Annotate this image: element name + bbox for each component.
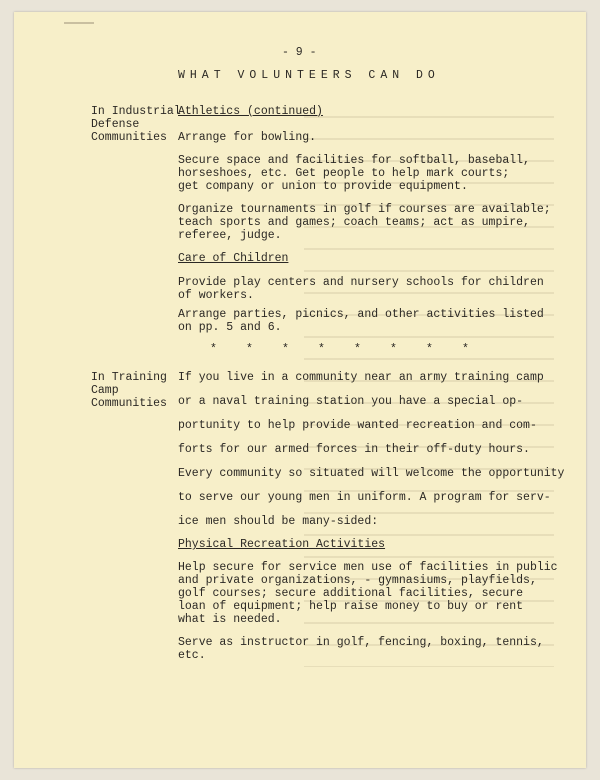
s2-intro-line6: to serve our young men in uniform. A program for serv-	[178, 491, 551, 504]
separator-star: *	[426, 343, 433, 356]
physical-recreation-heading	[178, 538, 385, 551]
physical-recreation-heading-text: Physical Recreation Activities	[178, 538, 386, 551]
s2-para3-line1: Serve as instructor in golf, fencing, boxing, tennis,	[178, 636, 544, 649]
page-title: WHAT VOLUNTEERS CAN DO	[178, 69, 440, 82]
section2-label-line1: In Training	[91, 371, 167, 384]
page-number: - 9 -	[282, 46, 317, 59]
separator-star: *	[282, 343, 289, 356]
s2-para2-line1: Help secure for service men use of facilities in public	[178, 561, 558, 574]
s2-intro-line3: portunity to help provide wanted recreation and com-	[178, 419, 537, 432]
athletics-heading-text: Athletics (continued)	[178, 105, 323, 118]
s2-intro-line2: or a naval training station you have a special op-	[178, 395, 524, 408]
separator-star: *	[390, 343, 397, 356]
s1-para1: Arrange for bowling.	[178, 131, 317, 144]
s2-para2-line3: golf courses; secure additional facilities, secure	[178, 587, 524, 600]
s1-para4-line2: of workers.	[178, 289, 254, 302]
s1-para5-line1: Arrange parties, picnics, and other activities listed	[178, 308, 544, 321]
athletics-heading	[178, 105, 323, 118]
s1-para3-line1: Organize tournaments in golf if courses are available;	[178, 203, 551, 216]
s1-para5-line2: on pp. 5 and 6.	[178, 321, 282, 334]
s2-para3-line2: etc.	[178, 649, 206, 662]
s2-para2-line5: what is needed.	[178, 613, 282, 626]
s1-para2-line3: get company or union to provide equipment.	[178, 180, 468, 193]
s2-intro-line1: If you live in a community near an army training camp	[178, 371, 544, 384]
section1-label-line3: Communities	[91, 131, 167, 144]
section1-label-line1: In Industrial	[91, 105, 181, 118]
separator-star: *	[246, 343, 253, 356]
corner-mark	[64, 22, 94, 24]
s1-para2-line1: Secure space and facilities for softball, baseball,	[178, 154, 530, 167]
s2-para2-line2: and private organizations, - gymnasiums, playfields,	[178, 574, 537, 587]
document-page	[14, 12, 586, 768]
separator-star: *	[318, 343, 325, 356]
s1-para4-line1: Provide play centers and nursery schools for children	[178, 276, 544, 289]
s1-para3-line2: teach sports and games; coach teams; act as umpire,	[178, 216, 530, 229]
separator-star: *	[210, 343, 217, 356]
section1-label-line2: Defense	[91, 118, 140, 131]
s2-para2-line4: loan of equipment; help raise money to buy or rent	[178, 600, 524, 613]
care-of-children-heading	[178, 252, 288, 265]
s2-intro-line4: forts for our armed forces in their off-duty hours.	[178, 443, 530, 456]
care-of-children-heading-text: Care of Children	[178, 252, 289, 265]
separator-star: *	[462, 343, 469, 356]
section2-label-line2: Camp	[91, 384, 119, 397]
s2-intro-line5: Every community so situated will welcome the opportunity	[178, 467, 565, 480]
separator-star: *	[354, 343, 361, 356]
s1-para3-line3: referee, judge.	[178, 229, 282, 242]
section2-label-line3: Communities	[91, 397, 167, 410]
s1-para2-line2: horseshoes, etc. Get people to help mark courts;	[178, 167, 510, 180]
s2-intro-line7: ice men should be many-sided:	[178, 515, 379, 528]
